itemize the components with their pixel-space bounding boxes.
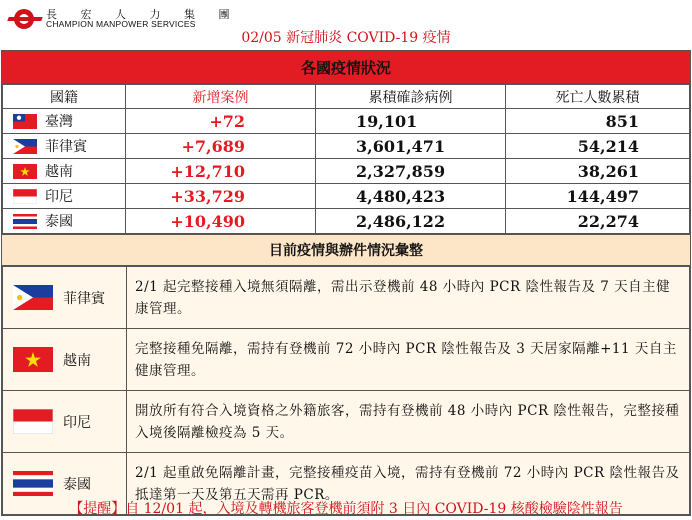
country-name: 泰國 [45, 214, 73, 230]
col-header-cumulative: 累積確診病例 [316, 85, 506, 109]
country-name: 臺灣 [45, 114, 73, 130]
table-row [3, 267, 690, 329]
country-name: 泰國 [63, 476, 91, 493]
cumulative-value: 4,480,423 [316, 184, 506, 209]
philippines-flag-icon [13, 139, 37, 154]
policy-text: 2/1 起重啟免隔離計畫，完整接種疫苗入境，需持有登機前 72 小時內 PCR 陰性報告及抵達第一天及第五天需再 PCR。 [127, 453, 690, 515]
col-header-country: 國籍 [3, 85, 126, 109]
policy-text: 開放所有符合入境資格之外籍旅客，需持有登機前 48 小時內 PCR 陰性報告，完整接種入境後隔離檢疫為 5 天。 [127, 391, 690, 453]
new-cases-value: +12,710 [126, 159, 316, 184]
thailand-flag-icon [13, 214, 37, 229]
deaths-value: 54,214 [506, 134, 690, 159]
policy-table [2, 266, 690, 515]
cumulative-value: 2,327,859 [316, 159, 506, 184]
table-row [3, 209, 690, 234]
country-name: 越南 [45, 164, 73, 180]
table-row [3, 184, 690, 209]
covid-report-table [1, 50, 691, 516]
cumulative-value: 3,601,471 [316, 134, 506, 159]
cumulative-value: 19,101 [316, 109, 506, 134]
new-cases-value: +7,689 [126, 134, 316, 159]
table-row [3, 391, 690, 453]
deaths-value: 22,274 [506, 209, 690, 234]
country-name: 菲律賓 [45, 139, 87, 155]
col-header-new-cases: 新增案例 [126, 85, 316, 109]
deaths-value: 144,497 [506, 184, 690, 209]
country-name: 菲律賓 [63, 290, 105, 307]
taiwan-flag-icon [13, 114, 37, 129]
philippines-flag-icon [13, 285, 53, 310]
country-name: 印尼 [45, 189, 73, 205]
col-header-deaths: 死亡人數累積 [506, 85, 690, 109]
policy-text: 完整接種免隔離，需持有登機前 72 小時內 PCR 陰性報告及 3 天居家隔離+11 天自主健康管理。 [127, 329, 690, 391]
new-cases-value: +72 [126, 109, 316, 134]
country-name: 印尼 [63, 414, 91, 431]
page-title: 02/05 新冠肺炎 COVID-19 疫情 [241, 30, 451, 46]
policy-summary-header: 目前疫情與辦件情況彙整 [2, 234, 690, 266]
thailand-flag-icon [13, 471, 53, 496]
table-row [3, 109, 690, 134]
new-cases-value: +33,729 [126, 184, 316, 209]
deaths-value: 38,261 [506, 159, 690, 184]
deaths-value: 851 [506, 109, 690, 134]
cumulative-value: 2,486,122 [316, 209, 506, 234]
table-row [3, 134, 690, 159]
logo-chinese-name: 長 宏 人 力 集 團 [46, 7, 240, 21]
logo-english-name: CHAMPION MANPOWER SERVICES [46, 19, 196, 30]
table-row [3, 159, 690, 184]
country-name: 越南 [63, 352, 91, 369]
indonesia-flag-icon [13, 409, 53, 434]
reminder-notice: 【提醒】自 12/01 起，入境及轉機旅客登機前須附 3 日內 COVID-19 核酸檢驗陰性報告 [69, 501, 623, 517]
country-status-header: 各國疫情狀況 [2, 51, 690, 84]
cases-table-header-row [3, 85, 690, 109]
cases-table [2, 84, 690, 234]
table-row [3, 329, 690, 391]
vietnam-flag-icon [13, 347, 53, 372]
new-cases-value: +10,490 [126, 209, 316, 234]
vietnam-flag-icon [13, 164, 37, 179]
policy-text: 2/1 起完整接種入境無須隔離，需出示登機前 48 小時內 PCR 陰性報告及 7 天自主健康管理。 [127, 267, 690, 329]
indonesia-flag-icon [13, 189, 37, 204]
